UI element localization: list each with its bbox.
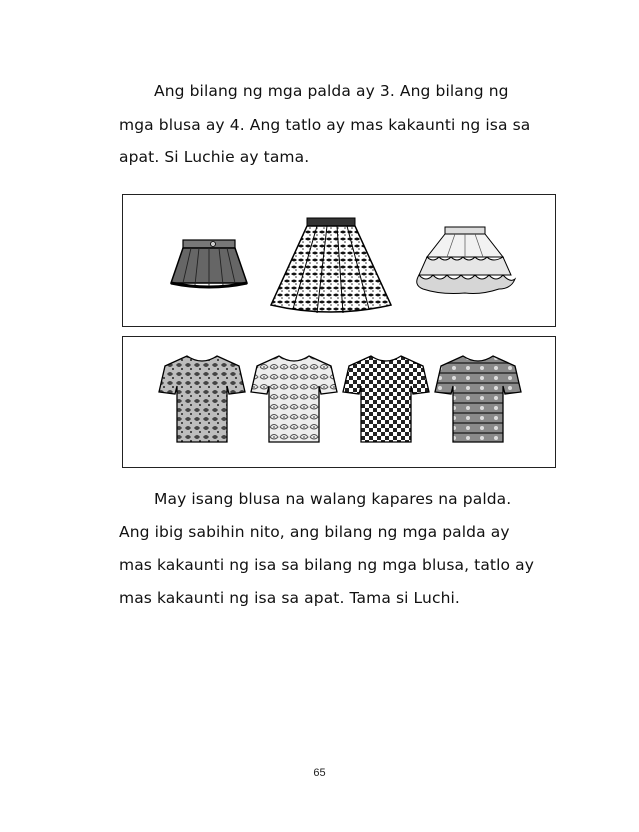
pleated-skirt-image [163, 235, 253, 295]
blouses-panel [122, 336, 556, 468]
paragraph-2-line-4: mas kakaunti ng isa sa apat. Tama si Luchi. [119, 589, 460, 607]
paragraph-2-line-1: May isang blusa na walang kapares na palda. [154, 490, 512, 508]
paragraph-1-line-1: Ang bilang ng mga palda ay 3. Ang bilang ng [154, 82, 509, 100]
paragraph-1-line-2: mga blusa ay 4. Ang tatlo ay mas kakaunti ng isa sa [119, 116, 531, 134]
patterned-aline-skirt-image [263, 215, 398, 320]
skirts-panel [122, 194, 556, 327]
page-number: 65 [313, 767, 326, 779]
paragraph-1-line-3: apat. Si Luchie ay tama. [119, 148, 310, 166]
striped-pattern-blouse-image [433, 352, 523, 447]
paragraph-2-line-2: Ang ibig sabihin nito, ang bilang ng mga palda ay [119, 523, 510, 541]
checkered-blouse-image [341, 352, 431, 447]
paisley-blouse-image [249, 352, 339, 447]
floral-blouse-image [157, 352, 247, 447]
ruffled-tiered-skirt-image [411, 223, 521, 303]
paragraph-2-line-3: mas kakaunti ng isa sa bilang ng mga blusa, tatlo ay [119, 556, 534, 574]
